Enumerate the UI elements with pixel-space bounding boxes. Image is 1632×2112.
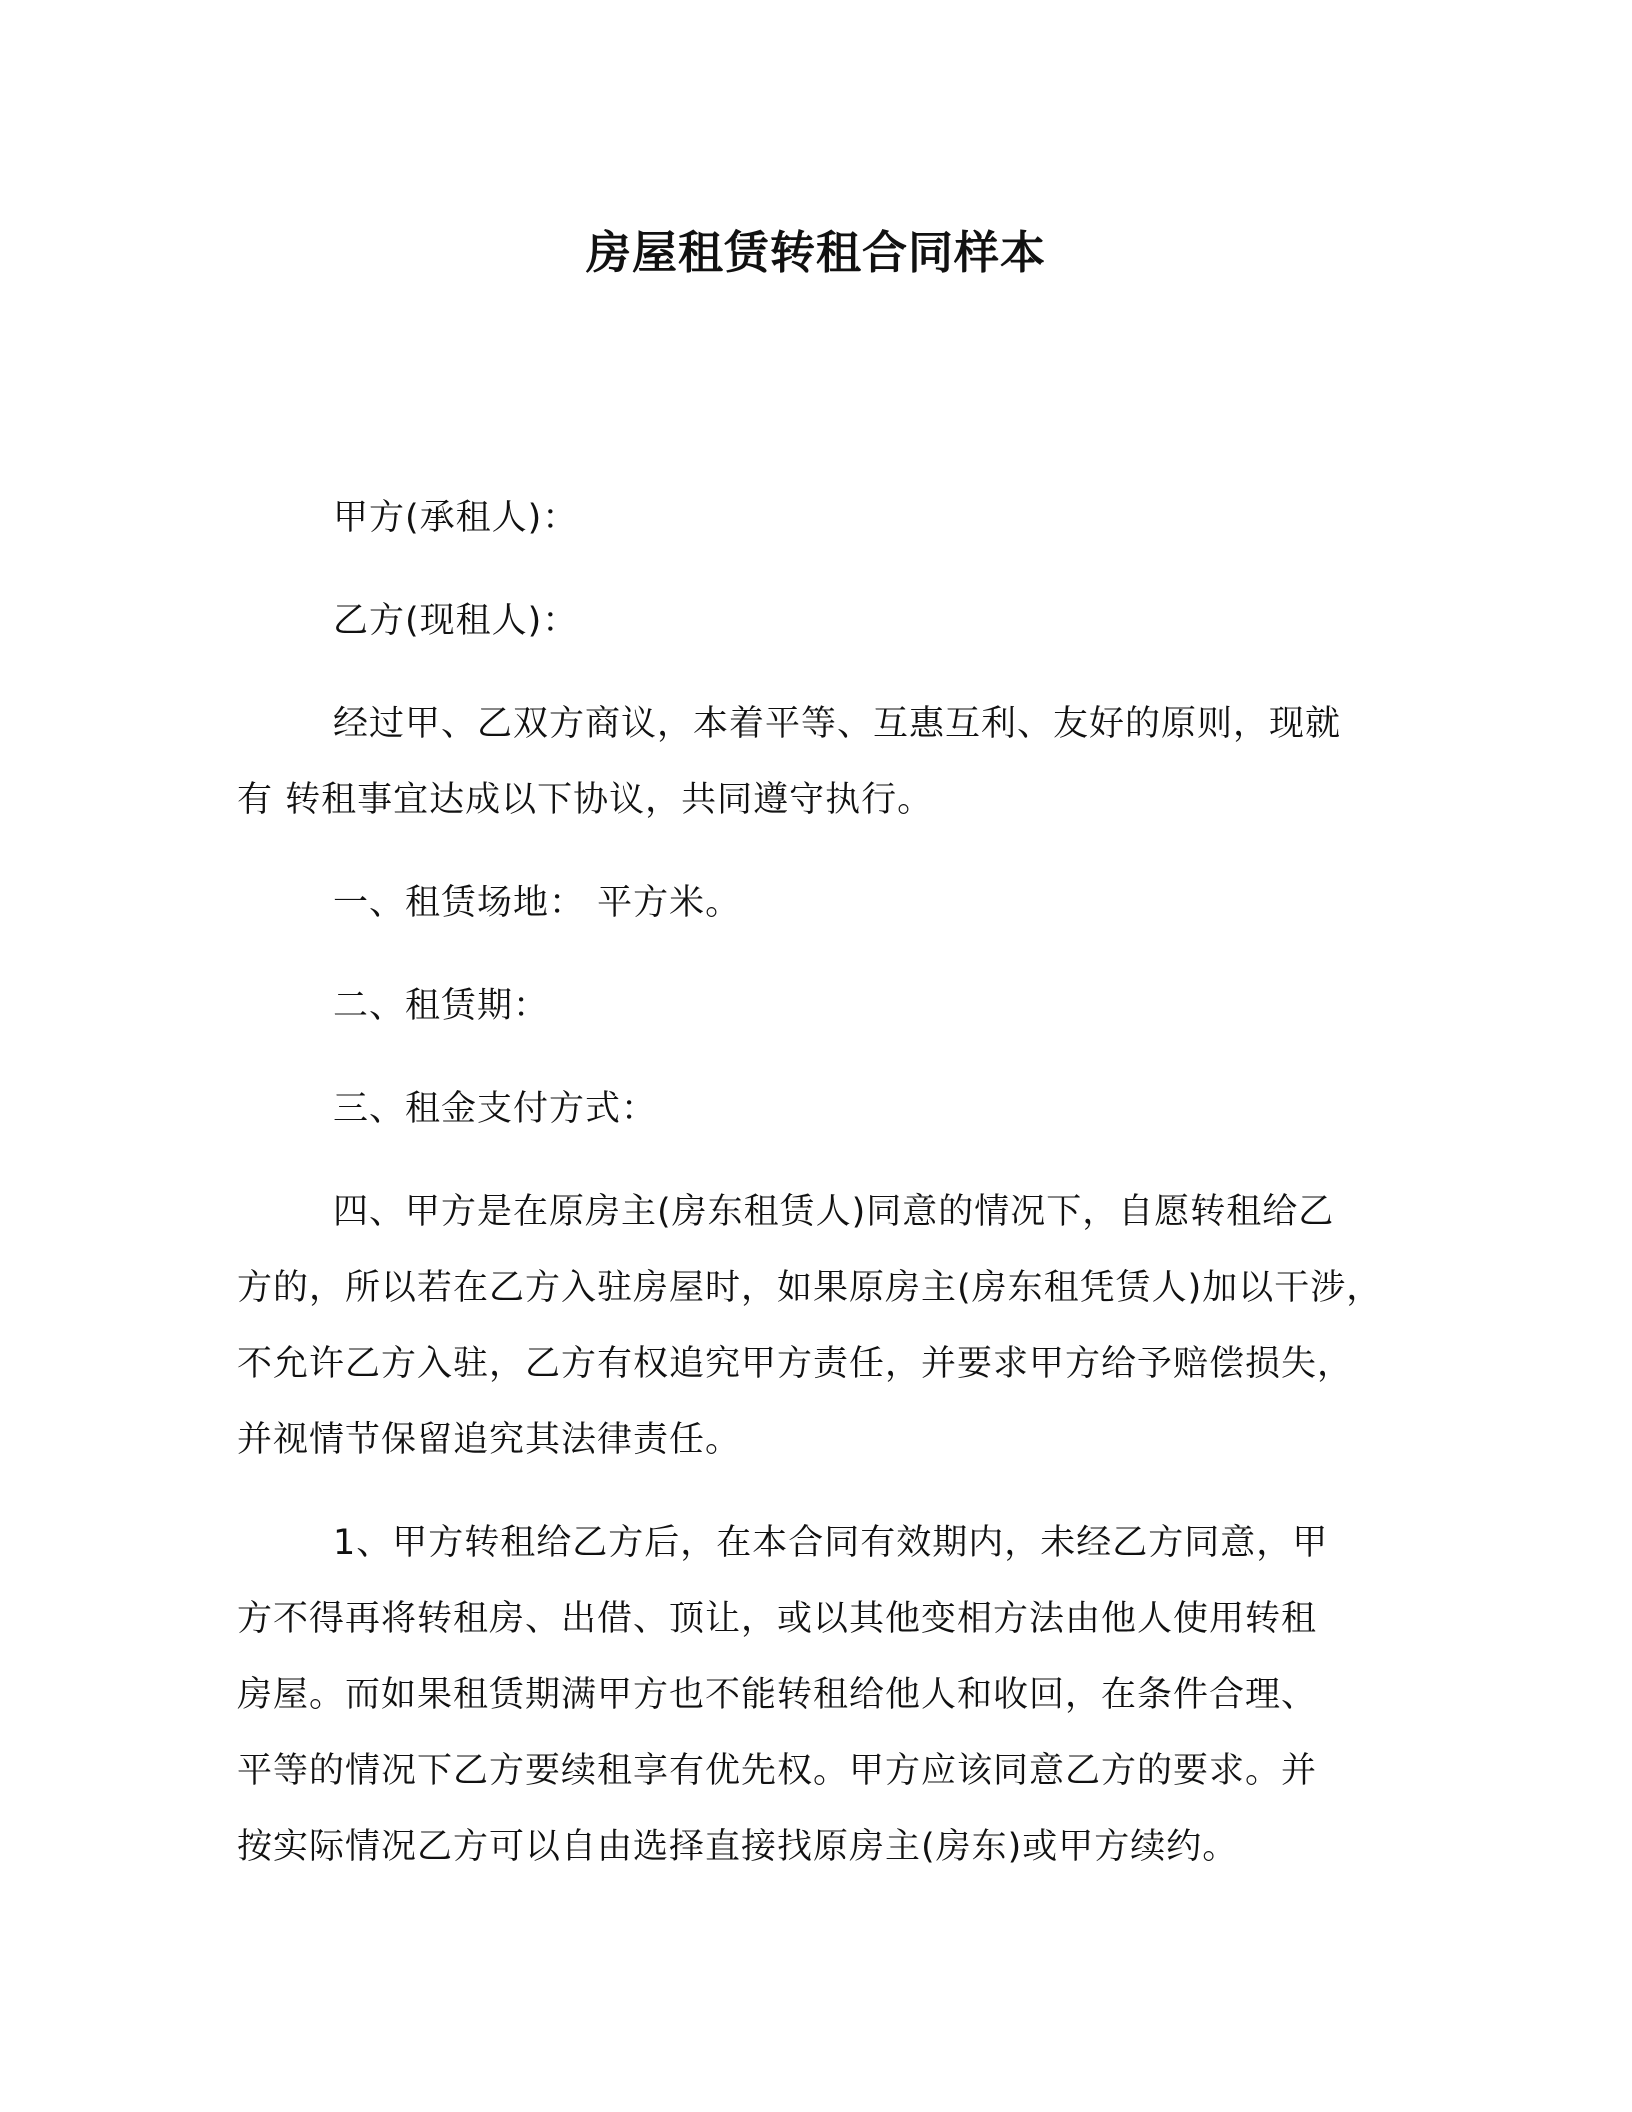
clause-3-line: 三、租金支付方式： [333, 1089, 658, 1129]
clause-4-line-2: 方的，所以若在乙方入驻房屋时，如果原房主(房东租凭赁人)加以干涉， [237, 1268, 1383, 1308]
preamble-line-1: 经过甲、乙双方商议，本着平等、互惠互利、友好的原则，现就 [333, 704, 1342, 744]
clause-4-1-line-5: 按实际情况乙方可以自由选择直接找原房主(房东)或甲方续约。 [237, 1827, 1239, 1867]
clause-4-line-1: 四、甲方是在原房主(房东租赁人)同意的情况下，自愿转租给乙 [333, 1192, 1335, 1232]
clause-2-line: 二、租赁期： [333, 986, 550, 1026]
clause-4-1-line-2: 方不得再将转租房、出借、顶让，或以其他变相方法由他人使用转租 [237, 1599, 1318, 1639]
clause-4-line-3: 不允许乙方入驻，乙方有权追究甲方责任，并要求甲方给予赔偿损失， [237, 1344, 1354, 1384]
clause-4-1-line-3: 房屋。而如果租赁期满甲方也不能转租给他人和收回，在条件合理、 [237, 1675, 1318, 1715]
document-title: 房屋租赁转租合同样本 [585, 226, 1046, 279]
clause-4-1-line-4: 平等的情况下乙方要续租享有优先权。甲方应该同意乙方的要求。并 [237, 1751, 1318, 1791]
clause-1-line: 一、租赁场地： 平方米。 [333, 883, 742, 923]
party-a-line: 甲方(承租人)： [333, 498, 579, 538]
clause-4-line-4: 并视情节保留追究其法律责任。 [237, 1420, 742, 1460]
preamble-line-2: 有 转租事宜达成以下协议，共同遵守执行。 [237, 780, 934, 820]
party-b-line: 乙方(现租人)： [333, 601, 579, 641]
clause-4-1-line-1: 1、甲方转租给乙方后，在本合同有效期内，未经乙方同意，甲 [333, 1523, 1329, 1563]
